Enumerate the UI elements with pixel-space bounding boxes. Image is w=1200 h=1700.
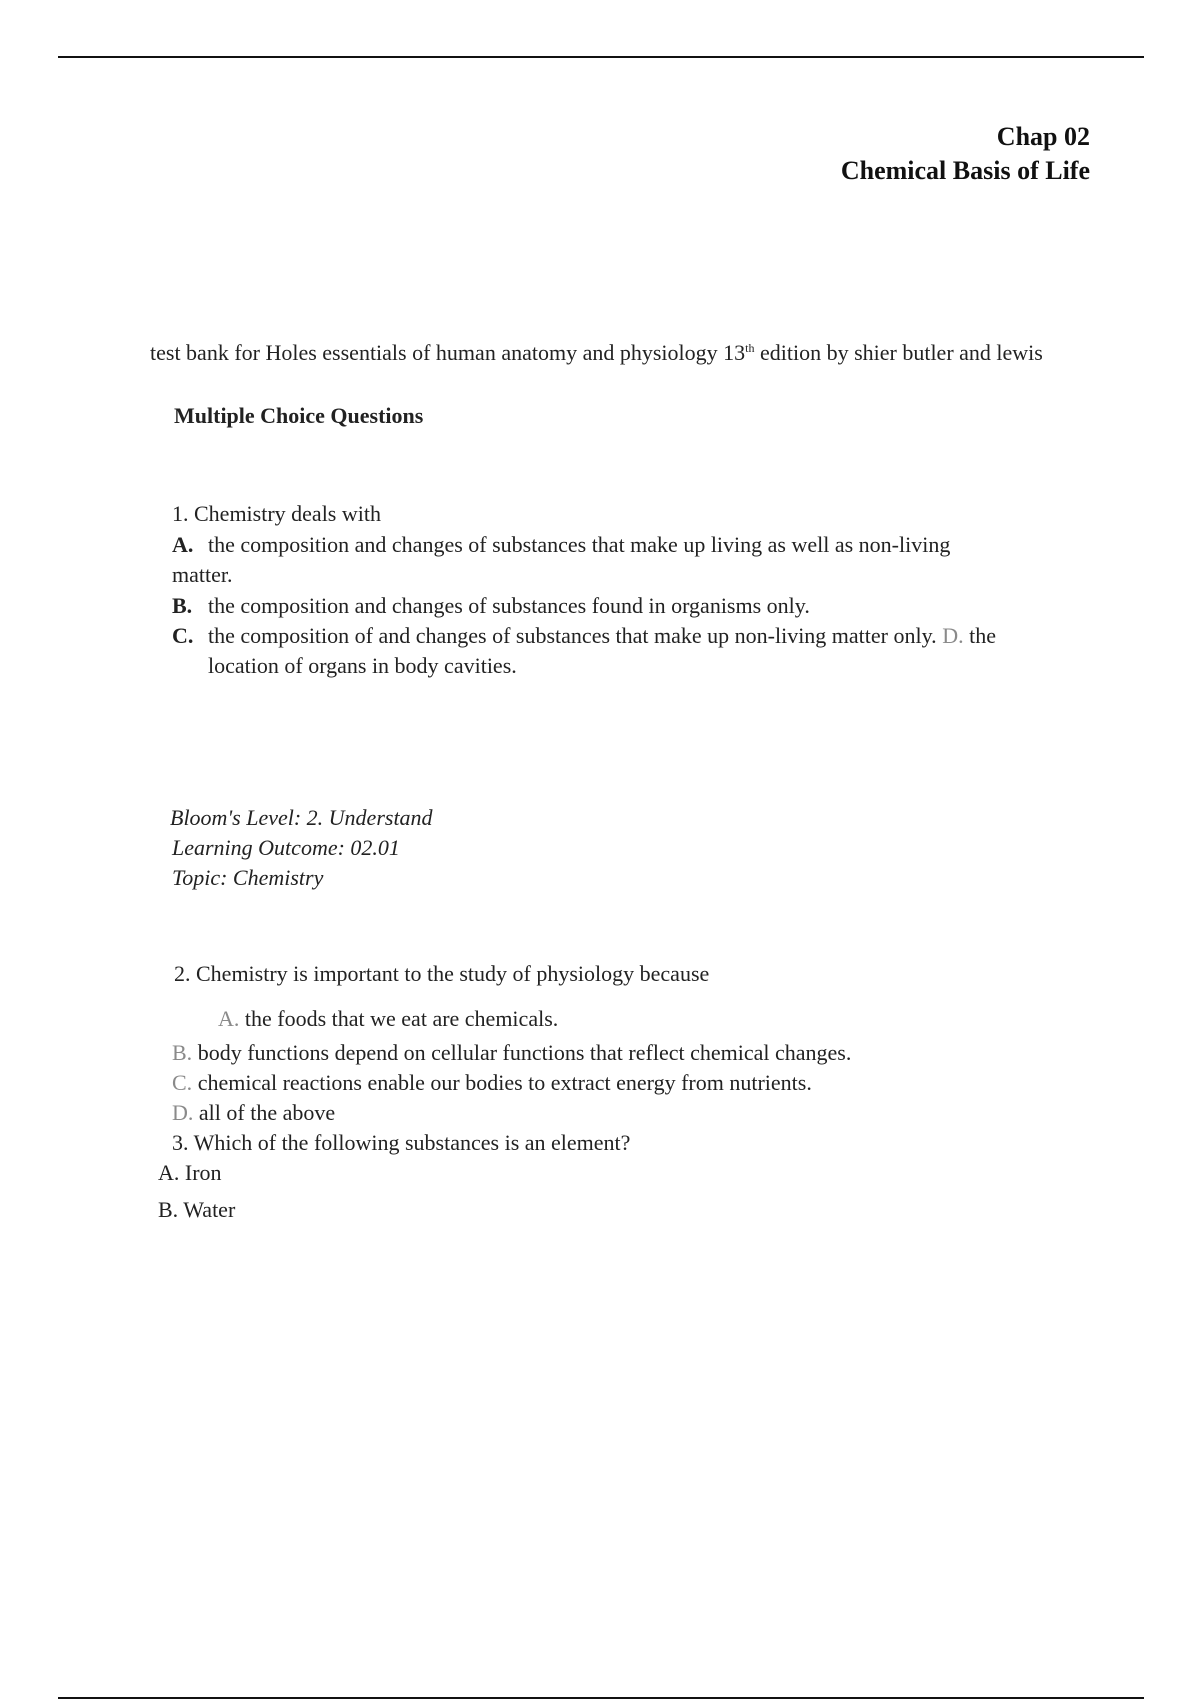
option-letter: A. xyxy=(218,1006,240,1031)
blooms-level: Bloom's Level: 2. Understand xyxy=(170,805,433,830)
option-letter: B. xyxy=(158,1197,179,1222)
learning-outcome: Learning Outcome: 02.01 xyxy=(172,835,400,860)
question-1-option-d-continuation: location of organs in body cavities. xyxy=(208,653,517,678)
question-1-option-a xyxy=(172,531,950,559)
question-2-option-a xyxy=(218,1005,558,1033)
option-text: all of the above xyxy=(198,1100,336,1125)
option-text: Iron xyxy=(184,1160,222,1185)
question-2-option-c xyxy=(172,1069,812,1097)
question-1-option-c xyxy=(172,622,996,650)
option-text: Water xyxy=(183,1197,236,1222)
option-letter: B. xyxy=(172,593,193,618)
chapter-heading xyxy=(841,120,1090,188)
option-text: chemical reactions enable our bodies to extract energy from nutrients. xyxy=(197,1070,812,1095)
option-text: the composition and changes of substances that make up living as well as non-living xyxy=(208,532,951,557)
question-2-option-d xyxy=(172,1099,335,1127)
question-3-stem: 3. Which of the following substances is an element? xyxy=(172,1130,631,1155)
question-1-stem: 1. Chemistry deals with xyxy=(172,501,381,526)
option-letter: C. xyxy=(172,1070,193,1095)
option-text: the composition of and changes of substances that make up non-living matter only. xyxy=(208,623,937,648)
option-d-letter: D. xyxy=(942,623,964,648)
question-2-option-b xyxy=(172,1039,851,1067)
intro-text-rest: edition by shier butler and lewis xyxy=(754,340,1043,365)
chapter-number: Chap 02 xyxy=(996,122,1090,151)
question-2-stem: 2. Chemistry is important to the study of physiology because xyxy=(174,961,710,986)
option-letter: A. xyxy=(172,532,194,557)
question-3-option-a xyxy=(158,1159,222,1187)
option-d-text-start: the xyxy=(969,623,996,648)
option-text: the foods that we eat are chemicals. xyxy=(244,1006,559,1031)
intro-text xyxy=(146,339,1086,367)
question-3-option-b xyxy=(158,1196,235,1224)
bottom-rule xyxy=(58,1697,1144,1699)
intro-superscript: th xyxy=(745,341,755,355)
option-letter: C. xyxy=(172,623,194,648)
chapter-title: Chemical Basis of Life xyxy=(840,156,1090,185)
option-text: body functions depend on cellular functions that reflect chemical changes. xyxy=(197,1040,852,1065)
top-rule xyxy=(58,56,1144,58)
question-1-option-a-continuation: matter. xyxy=(172,562,233,587)
option-letter: A. xyxy=(158,1160,180,1185)
option-letter: B. xyxy=(172,1040,193,1065)
section-title: Multiple Choice Questions xyxy=(174,403,424,428)
question-1-option-b xyxy=(172,592,810,620)
intro-text-main: test bank for Holes essentials of human anatomy and physiology 13 xyxy=(150,340,746,365)
topic: Topic: Chemistry xyxy=(172,865,324,890)
option-text: the composition and changes of substances found in organisms only. xyxy=(208,593,810,618)
option-letter: D. xyxy=(172,1100,194,1125)
